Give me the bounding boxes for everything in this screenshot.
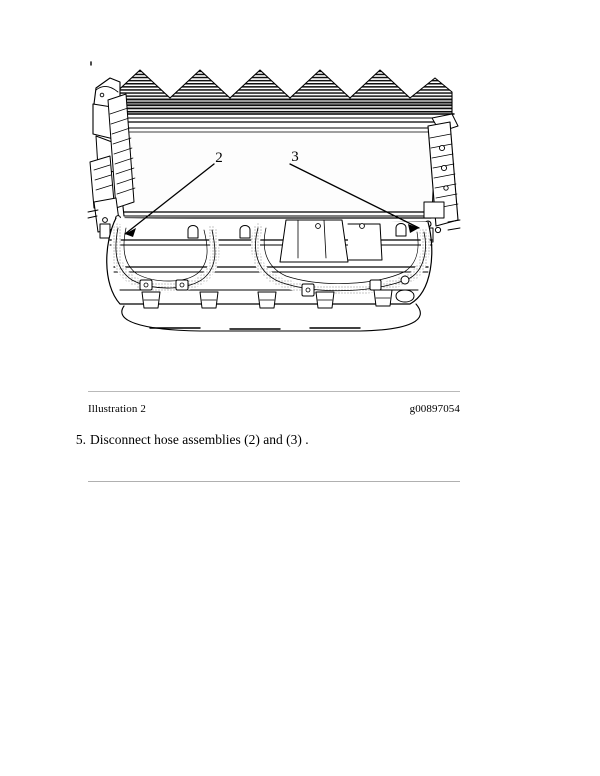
illustration-caption-label: Illustration 2	[88, 403, 146, 415]
illustration-drawing	[80, 52, 470, 337]
step-number: 5.	[75, 432, 86, 447]
step-text: Disconnect hose assemblies (2) and (3) .	[90, 432, 309, 447]
section-divider-bottom	[88, 481, 460, 482]
illustration-graphic-id: g00897054	[409, 403, 460, 415]
caption-divider-top	[88, 391, 460, 392]
illustration-caption-row	[88, 403, 460, 419]
center-wear-plate	[280, 220, 382, 262]
cutting-edge-teeth	[105, 70, 460, 118]
blade-face-panel	[114, 122, 436, 222]
procedure-step	[68, 432, 468, 452]
illustration-figure	[80, 52, 470, 337]
callout-label-3: 3	[291, 149, 299, 165]
callout-label-2: 2	[215, 150, 223, 166]
